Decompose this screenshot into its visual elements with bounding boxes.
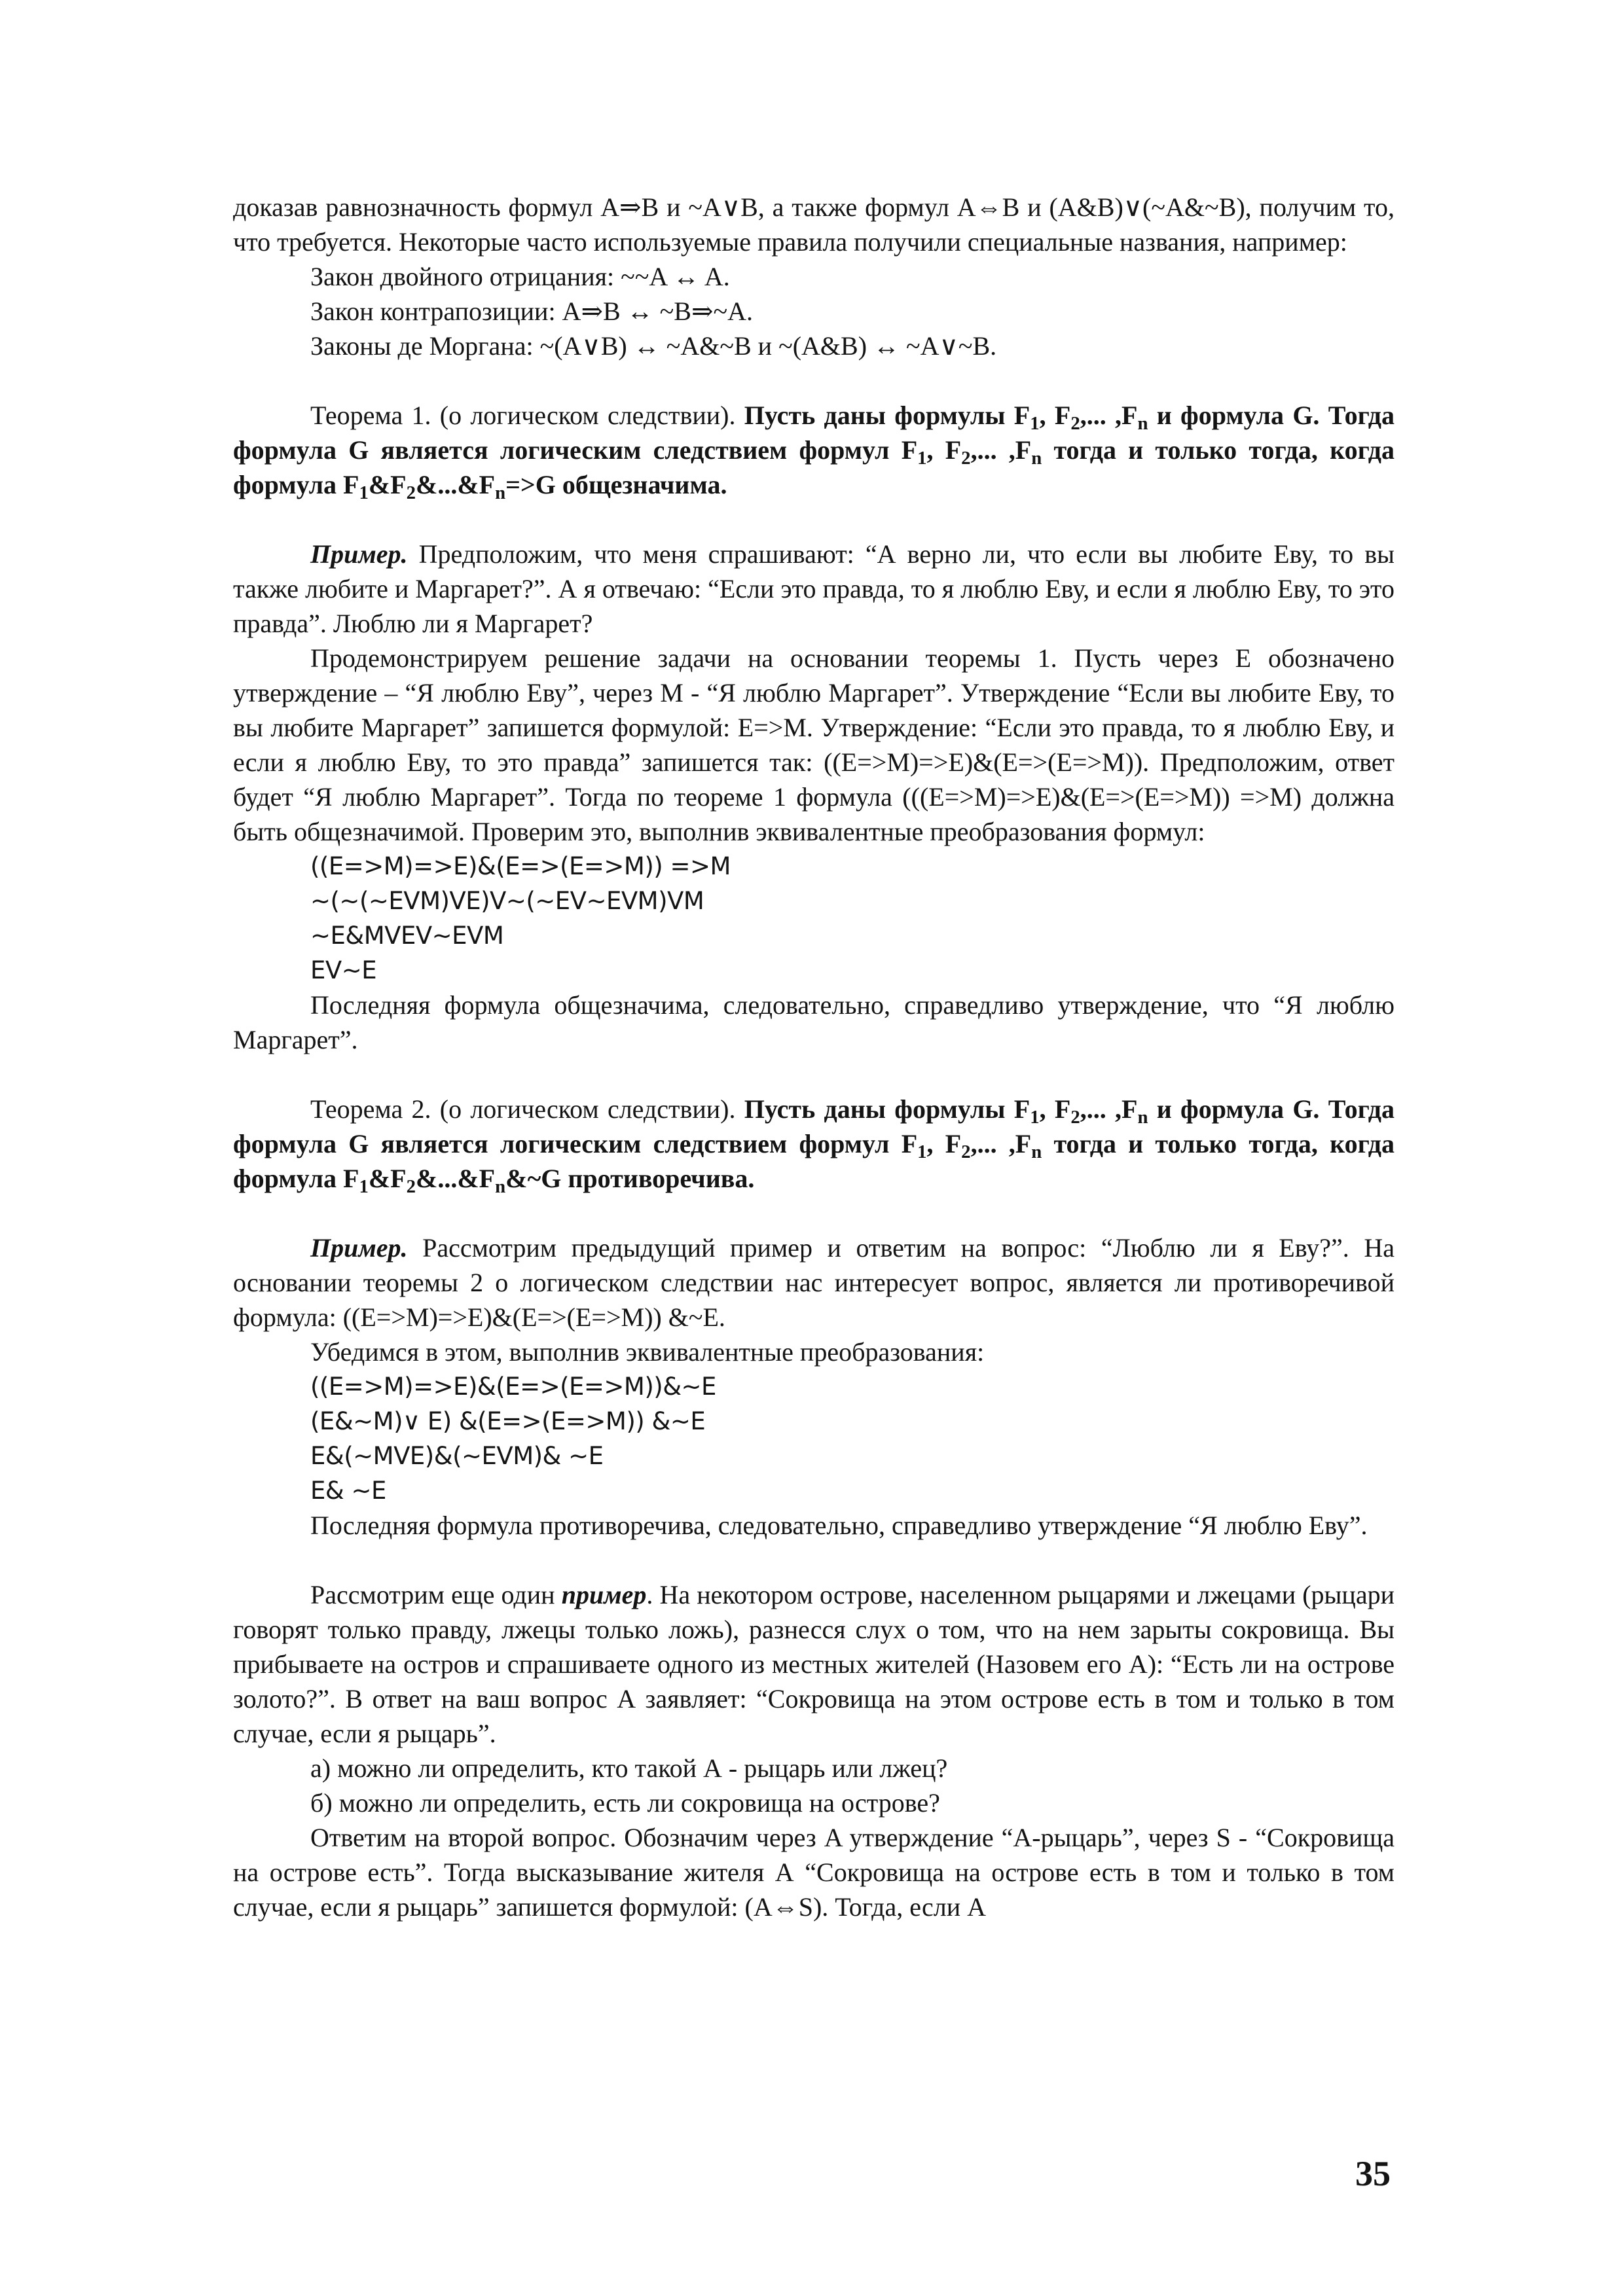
- intro-line: названия, например:: [1119, 227, 1347, 257]
- example-2-question: [233, 1230, 1395, 1335]
- law-double-negation: Закон двойного отрицания: ~~A ↔ A.: [310, 262, 730, 291]
- theorem-1: [233, 398, 1395, 502]
- intro-line: доказав равнозначность формул A⇒B и ~A∨B, а также формул A⇔B и (A&B)∨(~A&~B),: [233, 192, 1252, 222]
- example-1-text: Предположим, что меня спрашивают: “А верно ли, что если вы любите Еву, то вы также любите и Маргарет?”. А я отвечаю: “Если это правда, то я люблю Еву, и если я люблю Еву, то это правда”. Люблю ли я Маргарет?: [233, 539, 1395, 638]
- question-b: б) можно ли определить, есть ли сокровища на острове?: [310, 1788, 940, 1818]
- page-content: [233, 190, 1395, 1924]
- example-1-conclusion: Последняя формула общезначима, следовательно, справедливо утверждение, что “Я люблю Маргарет”.: [233, 990, 1395, 1054]
- example-3-answer: Ответим на второй вопрос. Обозначим через A утверждение “А-рыцарь”, через S - “Сокровища на острове есть”. Тогда высказывание жителя А “Сокровища на острове есть в том и только в том случае, если я рыцарь” запишется формулой: (A⇔S). Тогда, если А: [233, 1823, 1395, 1922]
- formula-line: E& ~E: [310, 1477, 386, 1505]
- formula-line: (E&~M)∨ E) &(E=>(E=>M)) &~E: [310, 1407, 706, 1435]
- theorem-2-label: Теорема 2. (о логическом следствии).: [310, 1094, 744, 1124]
- example-2-conclusion: Последняя формула противоречива, следовательно, справедливо утверждение “Я люблю Еву”.: [310, 1511, 1368, 1540]
- formula-line: ~E&MVEV~EVM: [310, 922, 504, 950]
- theorem-1-statement: Пусть даны формулы $F_1$, $F_2$,... $,F_n$ и формула G. Тогда формула G является логическим следствием формул $F_1$, $F_2$,... $,F_n$ тогда и только тогда, когда формула $F_1\&F_2\&...\&F_n=>G$ общезначима.: [233, 401, 1395, 504]
- example-1-question: [233, 537, 1395, 641]
- formula-line: ((E=>M)=>E)&(E=>(E=>M))&~E: [310, 1372, 716, 1401]
- example-2-text: Рассмотрим предыдущий пример и ответим на вопрос: “Люблю ли я Еву?”. На основании теоремы 2 о логическом следствии нас интересует вопрос, является ли противоречивой формула: ((E=>M)=>E)&(E=>(E=>M)) &~E.: [233, 1233, 1395, 1332]
- theorem-2-statement: Пусть даны формулы $F_1$, $F_2$,... $,F_n$ и формула G. Тогда формула G является логическим следствием формул $F_1$, $F_2$,... $,F_n$ тогда и только тогда, когда формула $F_1\&F_2\&...\&F_n\&\sim G$ противоречива.: [233, 1094, 1395, 1198]
- page-number: 35: [1355, 2154, 1391, 2193]
- intro-paragraph: [233, 190, 1395, 259]
- formula-line: ((E=>M)=>E)&(E=>(E=>M)) =>M: [310, 852, 731, 880]
- question-a: а) можно ли определить, кто такой А - рыцарь или лжец?: [310, 1753, 948, 1783]
- formula-line: ~(~(~EVM)VE)V~(~EV~EVM)VM: [310, 887, 704, 915]
- intro-line: получим то, что требуется. Некоторые часто используемые правила получили специальные: [233, 192, 1395, 257]
- example-2-label: Пример.: [310, 1233, 408, 1263]
- example-1-label: Пример.: [310, 539, 408, 569]
- example-3-label: пример: [561, 1580, 647, 1609]
- law-de-morgan: Законы де Моргана: ~(A∨B) ↔ ~A&~B и ~(A&B) ↔ ~A∨~B.: [310, 331, 997, 361]
- theorem-2: [233, 1092, 1395, 1196]
- example-1-solution: Продемонстрируем решение задачи на основании теоремы 1. Пусть через E обозначено утверждение – “Я люблю Еву”, через M - “Я люблю Маргарет”. Утверждение “Если вы любите Еву, то вы любите Маргарет” запишется формулой: E=>M. Утверждение: “Если это правда, то я люблю Еву, и если я люблю Еву, то это правда” запишется так: ((E=>M)=>E)&(E=>(E=>M)). Предположим, ответ будет “Я люблю Маргарет”. Тогда по теореме 1 формула (((E=>M)=>E)&(E=>(E=>M)) =>M) должна быть общезначимой. Проверим это, выполнив эквивалентные преобразования формул:: [233, 643, 1395, 846]
- example-3-statement: Рассмотрим еще один пример. На некотором острове, населенном рыцарями и лжецами (рыцари говорят только правду, лжецы только ложь), разнесся слух о том, что на нем зарыты сокровища. Вы прибываете на остров и спрашиваете одного из местных жителей (Назовем его А): “Есть ли на острове золото?”. В ответ на ваш вопрос А заявляет: “Сокровища на этом острове есть в том и только в том случае, если я рыцарь”.: [233, 1580, 1395, 1748]
- law-contraposition: Закон контрапозиции: A⇒B ↔ ~B⇒~A.: [310, 296, 753, 326]
- formula-line: EV~E: [310, 956, 377, 984]
- formula-line: E&(~MVE)&(~EVM)& ~E: [310, 1442, 604, 1470]
- example-2-intro: Убедимся в этом, выполнив эквивалентные преобразования:: [310, 1337, 985, 1367]
- theorem-1-label: Теорема 1. (о логическом следствии).: [310, 401, 744, 430]
